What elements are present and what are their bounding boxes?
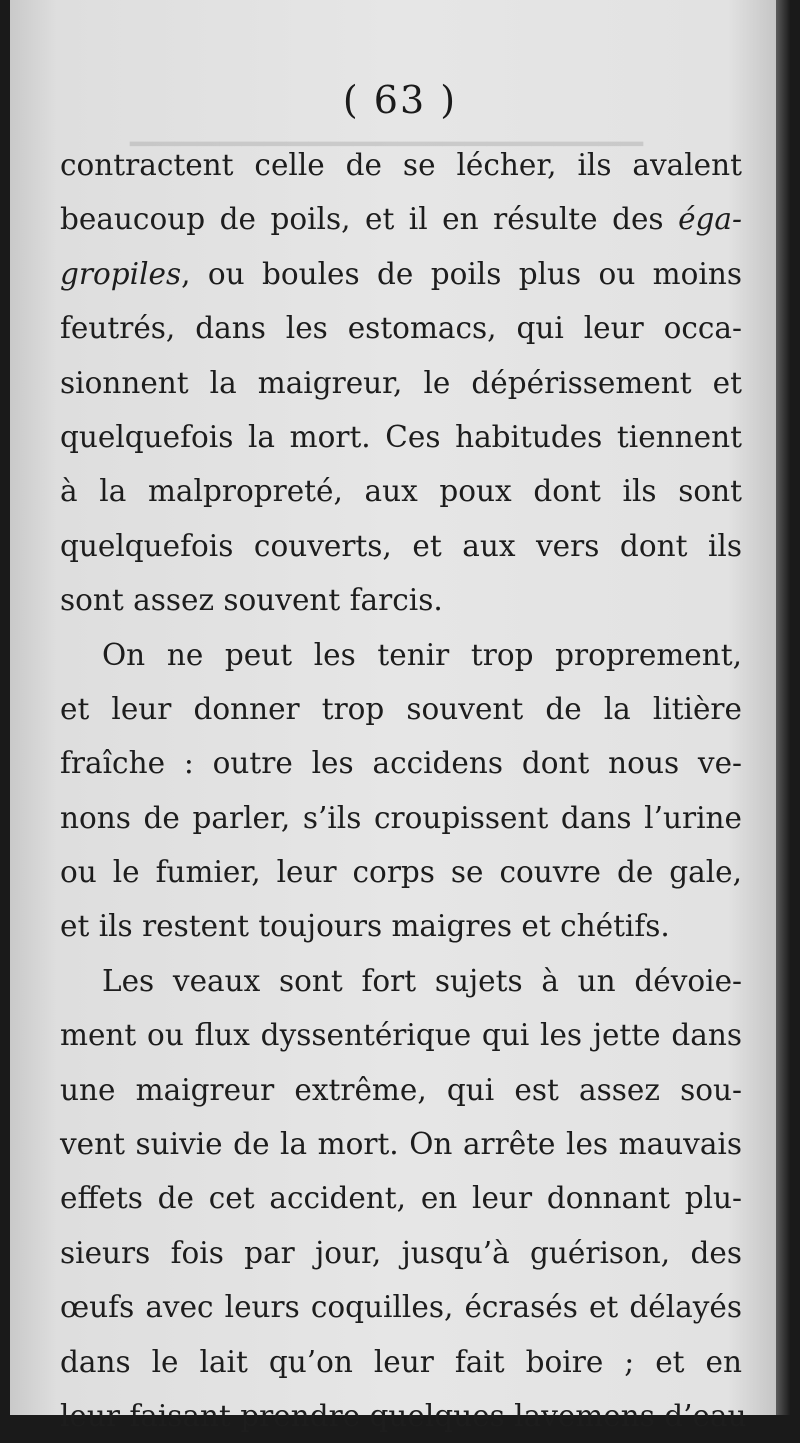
text-line: œufs avec leurs coquilles, écrasés et délayés xyxy=(60,1290,742,1325)
paragraph-1 xyxy=(60,138,742,628)
text-line: quelquefois couverts, et aux vers dont ils xyxy=(60,528,742,563)
page-body xyxy=(60,138,747,1443)
text-line: effets de cet accident, en leur donnant plu- xyxy=(60,1181,742,1216)
text-line: contractent celle de se lécher, ils avalent xyxy=(60,148,742,182)
book-page xyxy=(10,0,790,1433)
text-line: vent suivie de la mort. On arrête les mauvais xyxy=(60,1127,742,1162)
text-line: feutrés, dans les estomacs, qui leur occa- xyxy=(60,311,742,346)
text-line: une maigreur extrême, qui est assez sou- xyxy=(60,1072,742,1107)
text-line: nons de parler, s’ils croupissent dans l’urine xyxy=(60,800,742,835)
page-number: ( 63 ) xyxy=(342,78,458,122)
text-line: sont assez souvent farcis. xyxy=(60,583,443,618)
text-line: à la malpropreté, aux poux dont ils sont xyxy=(60,474,742,509)
text-line: ment ou flux dyssentérique qui les jette dans xyxy=(60,1018,742,1053)
text-line: et ils restent toujours maigres et chétifs. xyxy=(60,909,670,944)
paragraph-3 xyxy=(60,954,747,1443)
show-through-mark: ▁▁▁▁▁▁▁▁▁▁▁▁▁▁▁▁▁▁▁▁▁▁▁ xyxy=(130,112,643,146)
text-line: dans le lait qu’on leur fait boire ; et en xyxy=(60,1344,742,1379)
text-line: sieurs fois par jour, jusqu’à guérison, des xyxy=(60,1235,742,1270)
text-line: et leur donner trop souvent de la litière xyxy=(60,691,742,726)
text-line: beaucoup de poils, et il en résulte des éga- xyxy=(60,202,742,237)
text-line: gropiles, ou boules de poils plus ou moins xyxy=(60,256,742,291)
text-line: quelquefois la mort. Ces habitudes tiennent xyxy=(60,419,742,454)
text-line: Les veaux sont fort sujets à un dévoie- xyxy=(102,963,742,998)
text-line: fraîche : outre les accidens dont nous ve- xyxy=(60,746,742,781)
text-line: sionnent la maigreur, le dépérissement et xyxy=(60,365,742,400)
text-line: ou le fumier, leur corps se couvre de gale, xyxy=(60,855,742,890)
page-edge-shadow xyxy=(776,0,790,1415)
text-line: On ne peut les tenir trop proprement, xyxy=(102,637,742,672)
paragraph-2 xyxy=(60,628,742,954)
text-line: leur faisant prendre quelques lavemens d’eau xyxy=(60,1398,747,1433)
